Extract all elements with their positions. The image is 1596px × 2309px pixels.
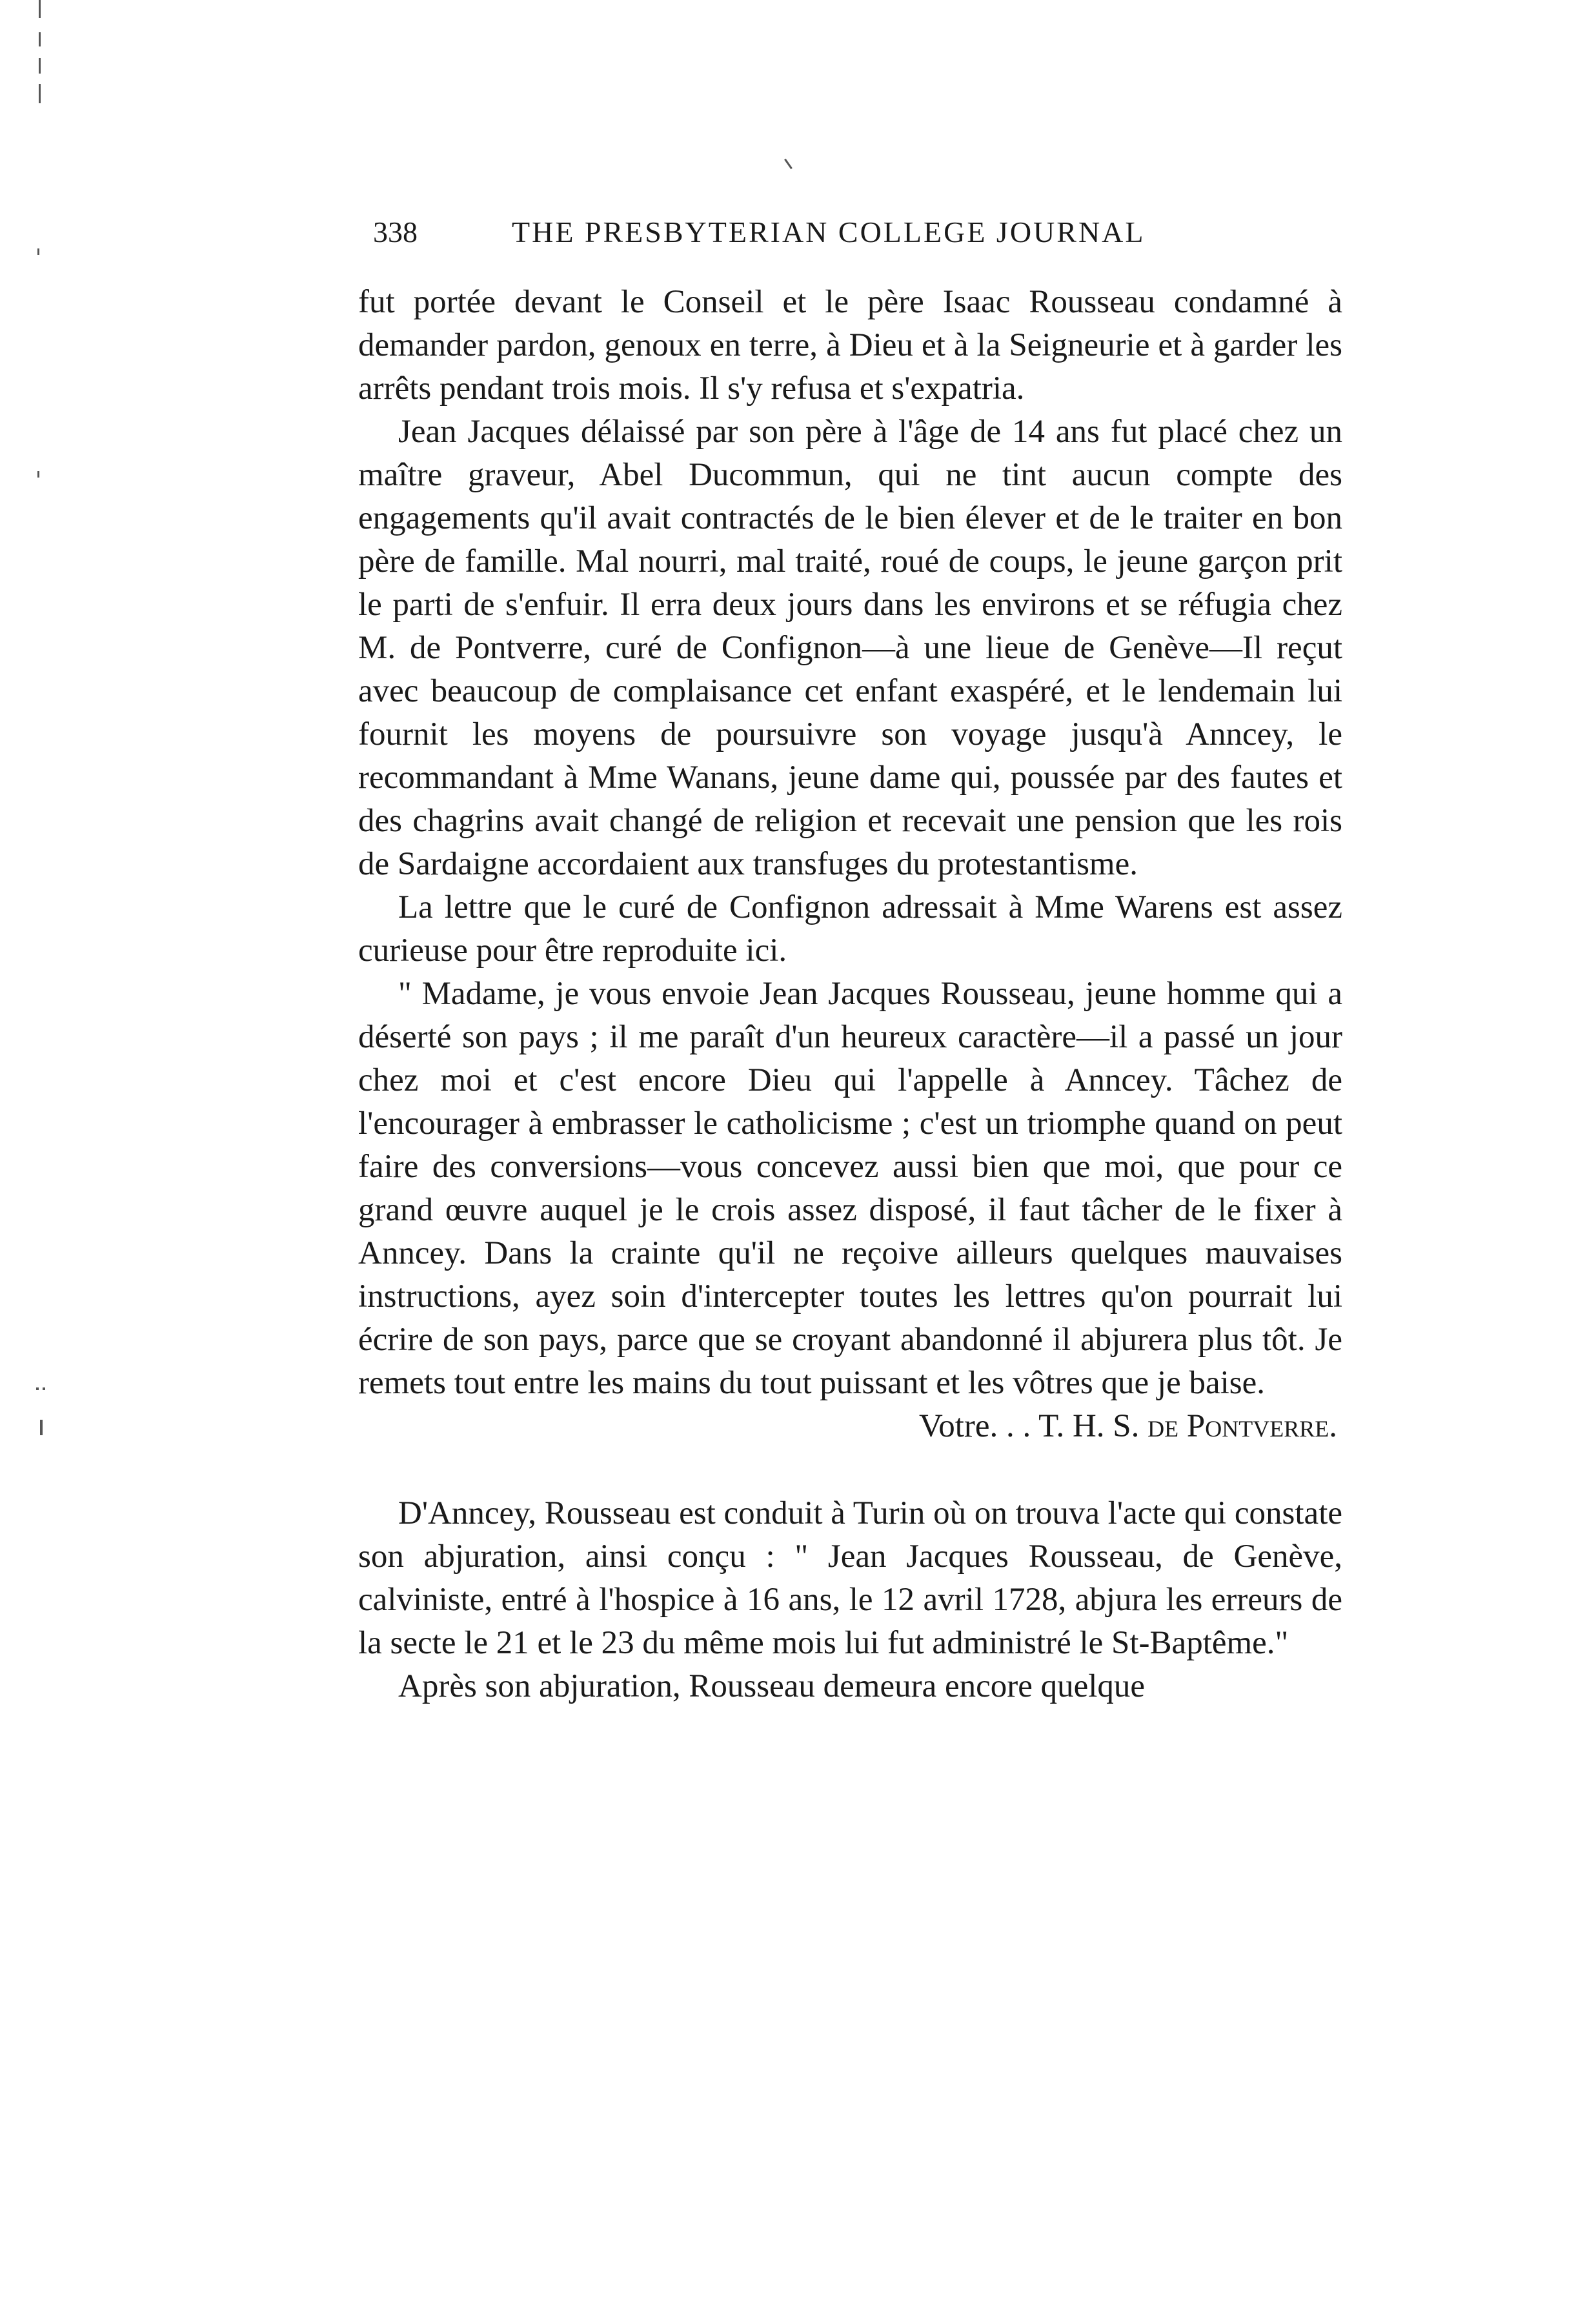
margin-mark: [39, 0, 41, 18]
letter-signature: [358, 1405, 1342, 1448]
body-text: [358, 281, 1342, 1708]
paragraph: Jean Jacques délaissé par son père à l'âge de 14 ans fut placé chez un maître graveur, Abel Ducommun, qui ne tint aucun compte des engagements qu'il avait contractés de le bien élever et de le traiter en bon père de famille. Mal nourri, mal traité, roué de coups, le jeune garçon prit le parti de s'enfuir. Il erra deux jours dans les environs et se réfugia chez M. de Pontverre, curé de Confignon—à une lieue de Genève—Il reçut avec beaucoup de complaisance cet enfant exaspéré, et le lendemain lui fournit les moyens de poursuivre son voyage jusqu'à Anncey, le recommandant à Mme Wanans, jeune dame qui, poussée par des fautes et des chagrins avait changé de religion et recevait une pension que les rois de Sardaigne accordaient aux transfuges du protestantisme.: [358, 414, 1342, 882]
page-number: 338: [373, 216, 418, 248]
margin-mark: [37, 248, 39, 255]
quoted-letter: " Madame, je vous envoie Jean Jacques Rousseau, jeune homme qui a déserté son pays ; il me paraît d'un heureux caractère—il a passé un jour chez moi et c'est encore Dieu qui l'appelle à Anncey. Tâchez de l'encourager à embrasser le catholicisme ; c'est un triomphe quand on peut faire des conversions—vous concevez aussi bien que moi, que pour ce grand œuvre auquel je le crois assez disposé, il faut tâcher de le fixer à Anncey. Dans la crainte qu'il ne reçoive ailleurs quelques mauvaises instructions, ayez soin d'intercepter toutes les lettres qu'on pourrait lui écrire de son pays, parce que se croyant abandonné il abjurera plus tôt. Je remets tout entre les mains du tout puissant et les vôtres que je baise.: [358, 976, 1342, 1401]
paragraph: D'Anncey, Rousseau est conduit à Turin où on trouva l'acte qui constate son abjuration, ainsi conçu : " Jean Jacques Rousseau, de Genève, calviniste, entré à l'hospice à 16 ans, le 12 avril 1728, abjura les erreurs de la secte le 21 et le 23 du même mois lui fut administré le St-Baptême.": [358, 1495, 1342, 1661]
margin-mark: [39, 84, 41, 103]
paragraph: Après son abjuration, Rousseau demeura encore quelque: [398, 1668, 1146, 1704]
margin-mark: [43, 1387, 45, 1390]
journal-title: THE PRESBYTERIAN COLLEGE JOURNAL: [512, 216, 1146, 248]
paragraph: fut portée devant le Conseil et le père Isaac Rousseau condamné à demander pardon, genoux en terre, à Dieu et à la Seigneurie et à garder les arrêts pendant trois mois. Il s'y refusa et s'expatria.: [358, 284, 1342, 407]
margin-mark: [784, 159, 793, 169]
running-head: [373, 213, 1209, 252]
margin-mark: [37, 471, 39, 478]
signature-prefix: Votre. . . T. H. S.: [918, 1408, 1140, 1444]
margin-mark: [39, 58, 41, 74]
signature-name: de Pontverre.: [1147, 1408, 1337, 1444]
margin-mark: [40, 1420, 43, 1435]
margin-mark: [36, 1387, 39, 1390]
paragraph: La lettre que le curé de Confignon adressait à Mme Warens est assez curieuse pour être reproduite ici.: [358, 889, 1342, 969]
margin-mark: [39, 32, 41, 46]
